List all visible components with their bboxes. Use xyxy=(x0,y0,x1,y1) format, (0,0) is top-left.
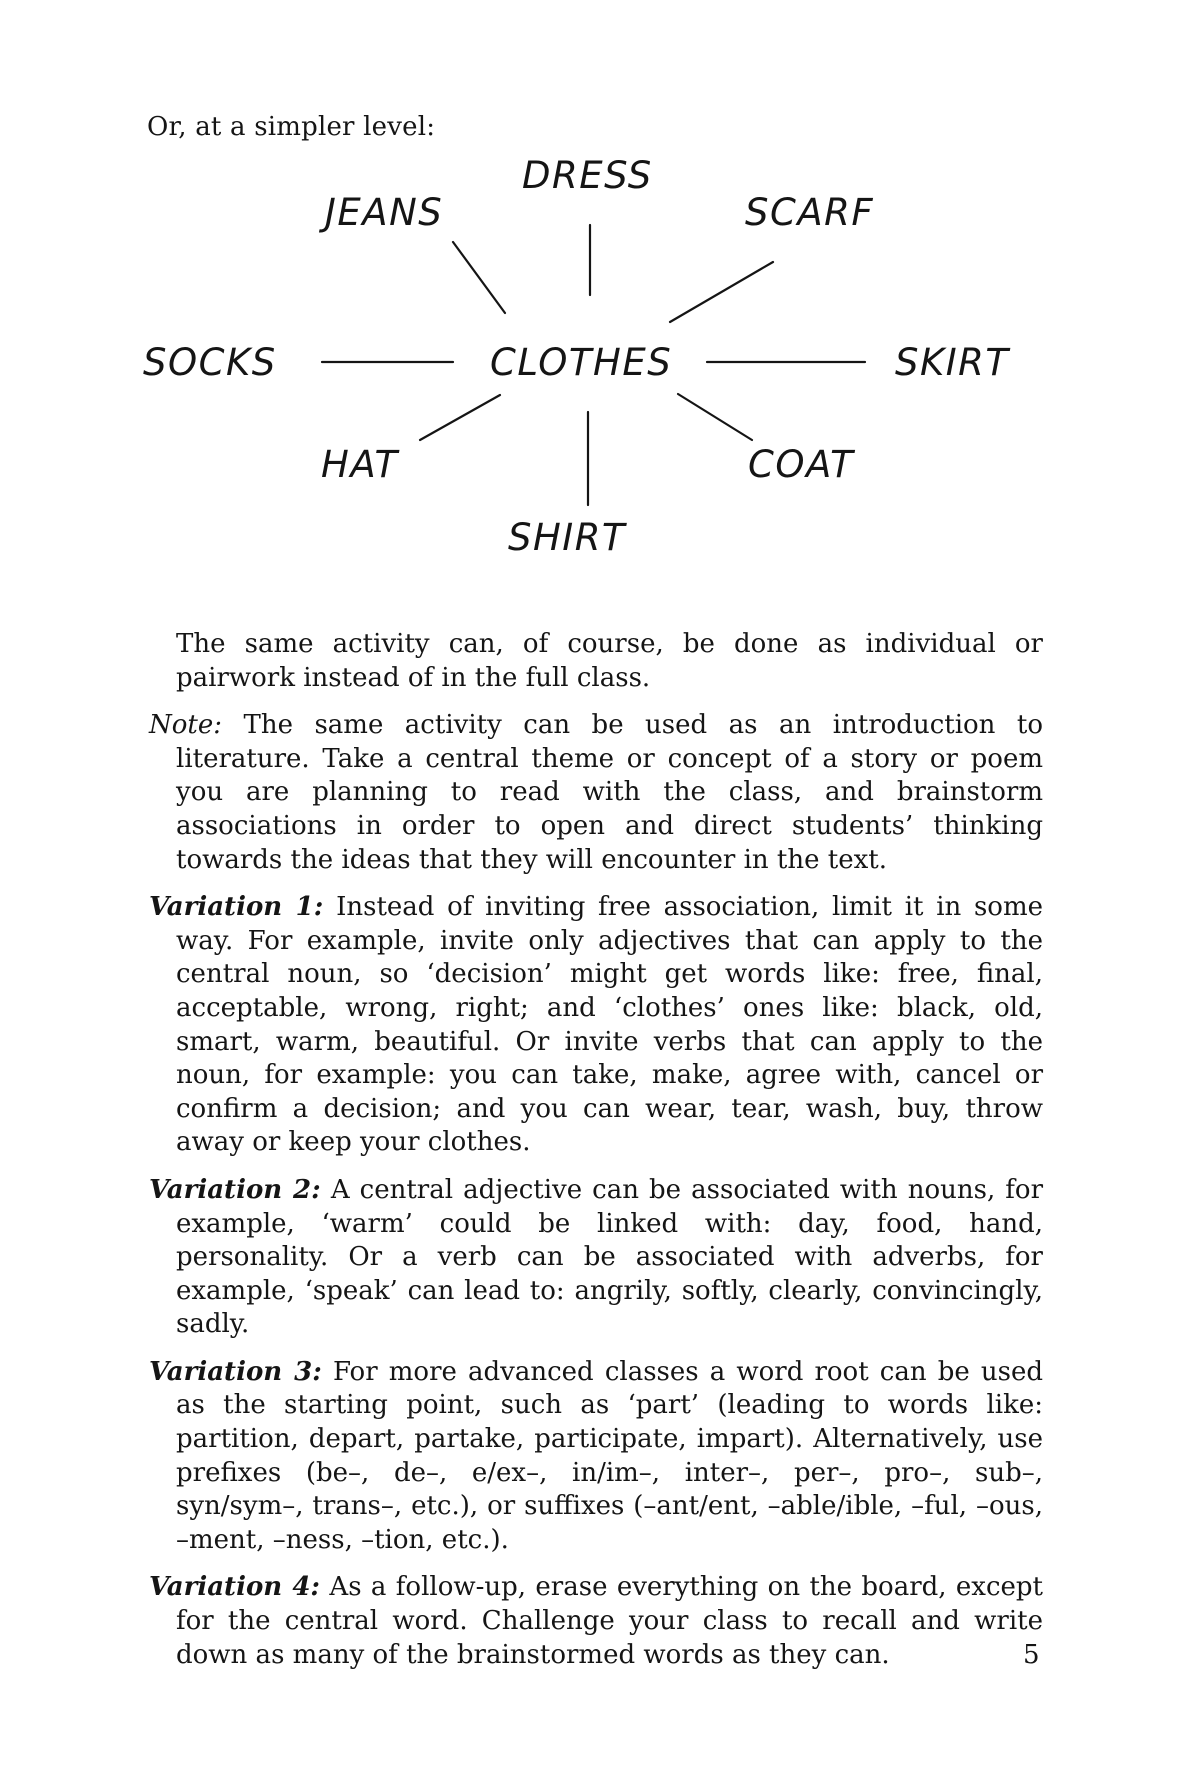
intro-text: Or, at a simpler level: xyxy=(147,112,436,142)
variation-4-label: Variation 4: xyxy=(149,1572,321,1603)
variation-1-label: Variation 1: xyxy=(149,892,324,923)
note-label: Note: xyxy=(149,710,222,741)
line-to-coat xyxy=(678,394,752,440)
line-to-hat xyxy=(420,395,500,440)
line-to-jeans xyxy=(453,242,505,313)
body-text xyxy=(149,628,1043,1686)
word-socks: SOCKS xyxy=(143,341,277,384)
variation-2-text: A central adjective can be associated with nouns, for example, ‘warm’ could be linked with: day, food, hand, personality. Or a verb can be associated with adverbs, for example, ‘speak’ can lead to: angrily, softly, clearly, convincingly, sadly. xyxy=(176,1174,1043,1340)
word-skirt: SKIRT xyxy=(895,341,1010,384)
page-number: 5 xyxy=(1023,1640,1040,1670)
word-hat: HAT xyxy=(321,443,399,486)
paragraph-note xyxy=(149,709,1043,877)
paragraph-variation-4 xyxy=(149,1571,1043,1672)
variation-4-text: As a follow-up, erase everything on the board, except for the central word. Challenge your class to recall and write down as many of the brainstormed words as they can. xyxy=(176,1572,1044,1670)
paragraph-variation-1 xyxy=(149,891,1043,1160)
word-jeans: JEANS xyxy=(325,191,444,234)
line-to-scarf xyxy=(670,262,773,322)
paragraph-variation-2 xyxy=(149,1174,1043,1342)
word-shirt: SHIRT xyxy=(508,516,627,559)
word-scarf: SCARF xyxy=(745,191,875,234)
word-web-diagram xyxy=(0,150,1197,590)
center-word-clothes: CLOTHES xyxy=(490,341,673,384)
paragraph-variation-3 xyxy=(149,1356,1043,1558)
word-coat: COAT xyxy=(748,443,855,486)
variation-3-text: For more advanced classes a word root can be used as the starting point, such as ‘part’ (leading to words like: partition, depart, partake, participate, impart). Alternatively, use prefixes (be–, de–, e/ex–, in/im–, inter–, per–, pro–, sub–, syn/sym–, trans–, etc.), or suffixes (–ant/ent, –able/ible, –ful, –ous, –ment, –ness, –tion, etc.). xyxy=(176,1356,1044,1555)
note-text: The same activity can be used as an introduction to literature. Take a central theme or concept of a story or poem you are planning to read with the class, and brainstorm associations in order to open and direct students’ thinking towards the ideas that they will encounter in the text. xyxy=(176,710,1043,875)
variation-2-label: Variation 2: xyxy=(149,1174,321,1205)
paragraph-same-activity: The same activity can, of course, be done as individual or pairwork instead of in the full class. xyxy=(176,629,1043,693)
variation-1-text: Instead of inviting free association, limit it in some way. For example, invite only adjectives that can apply to the central noun, so ‘decision’ might get words like: free, final, acceptable, wrong, right; and ‘clothes’ ones like: black, old, smart, warm, beautiful. Or invite verbs that can apply to the noun, for example: you can take, make, agree with, cancel or confirm a decision; and you can wear, tear, wash, buy, throw away or keep your clothes. xyxy=(176,892,1043,1158)
variation-3-label: Variation 3: xyxy=(149,1356,322,1387)
word-dress: DRESS xyxy=(522,154,653,197)
